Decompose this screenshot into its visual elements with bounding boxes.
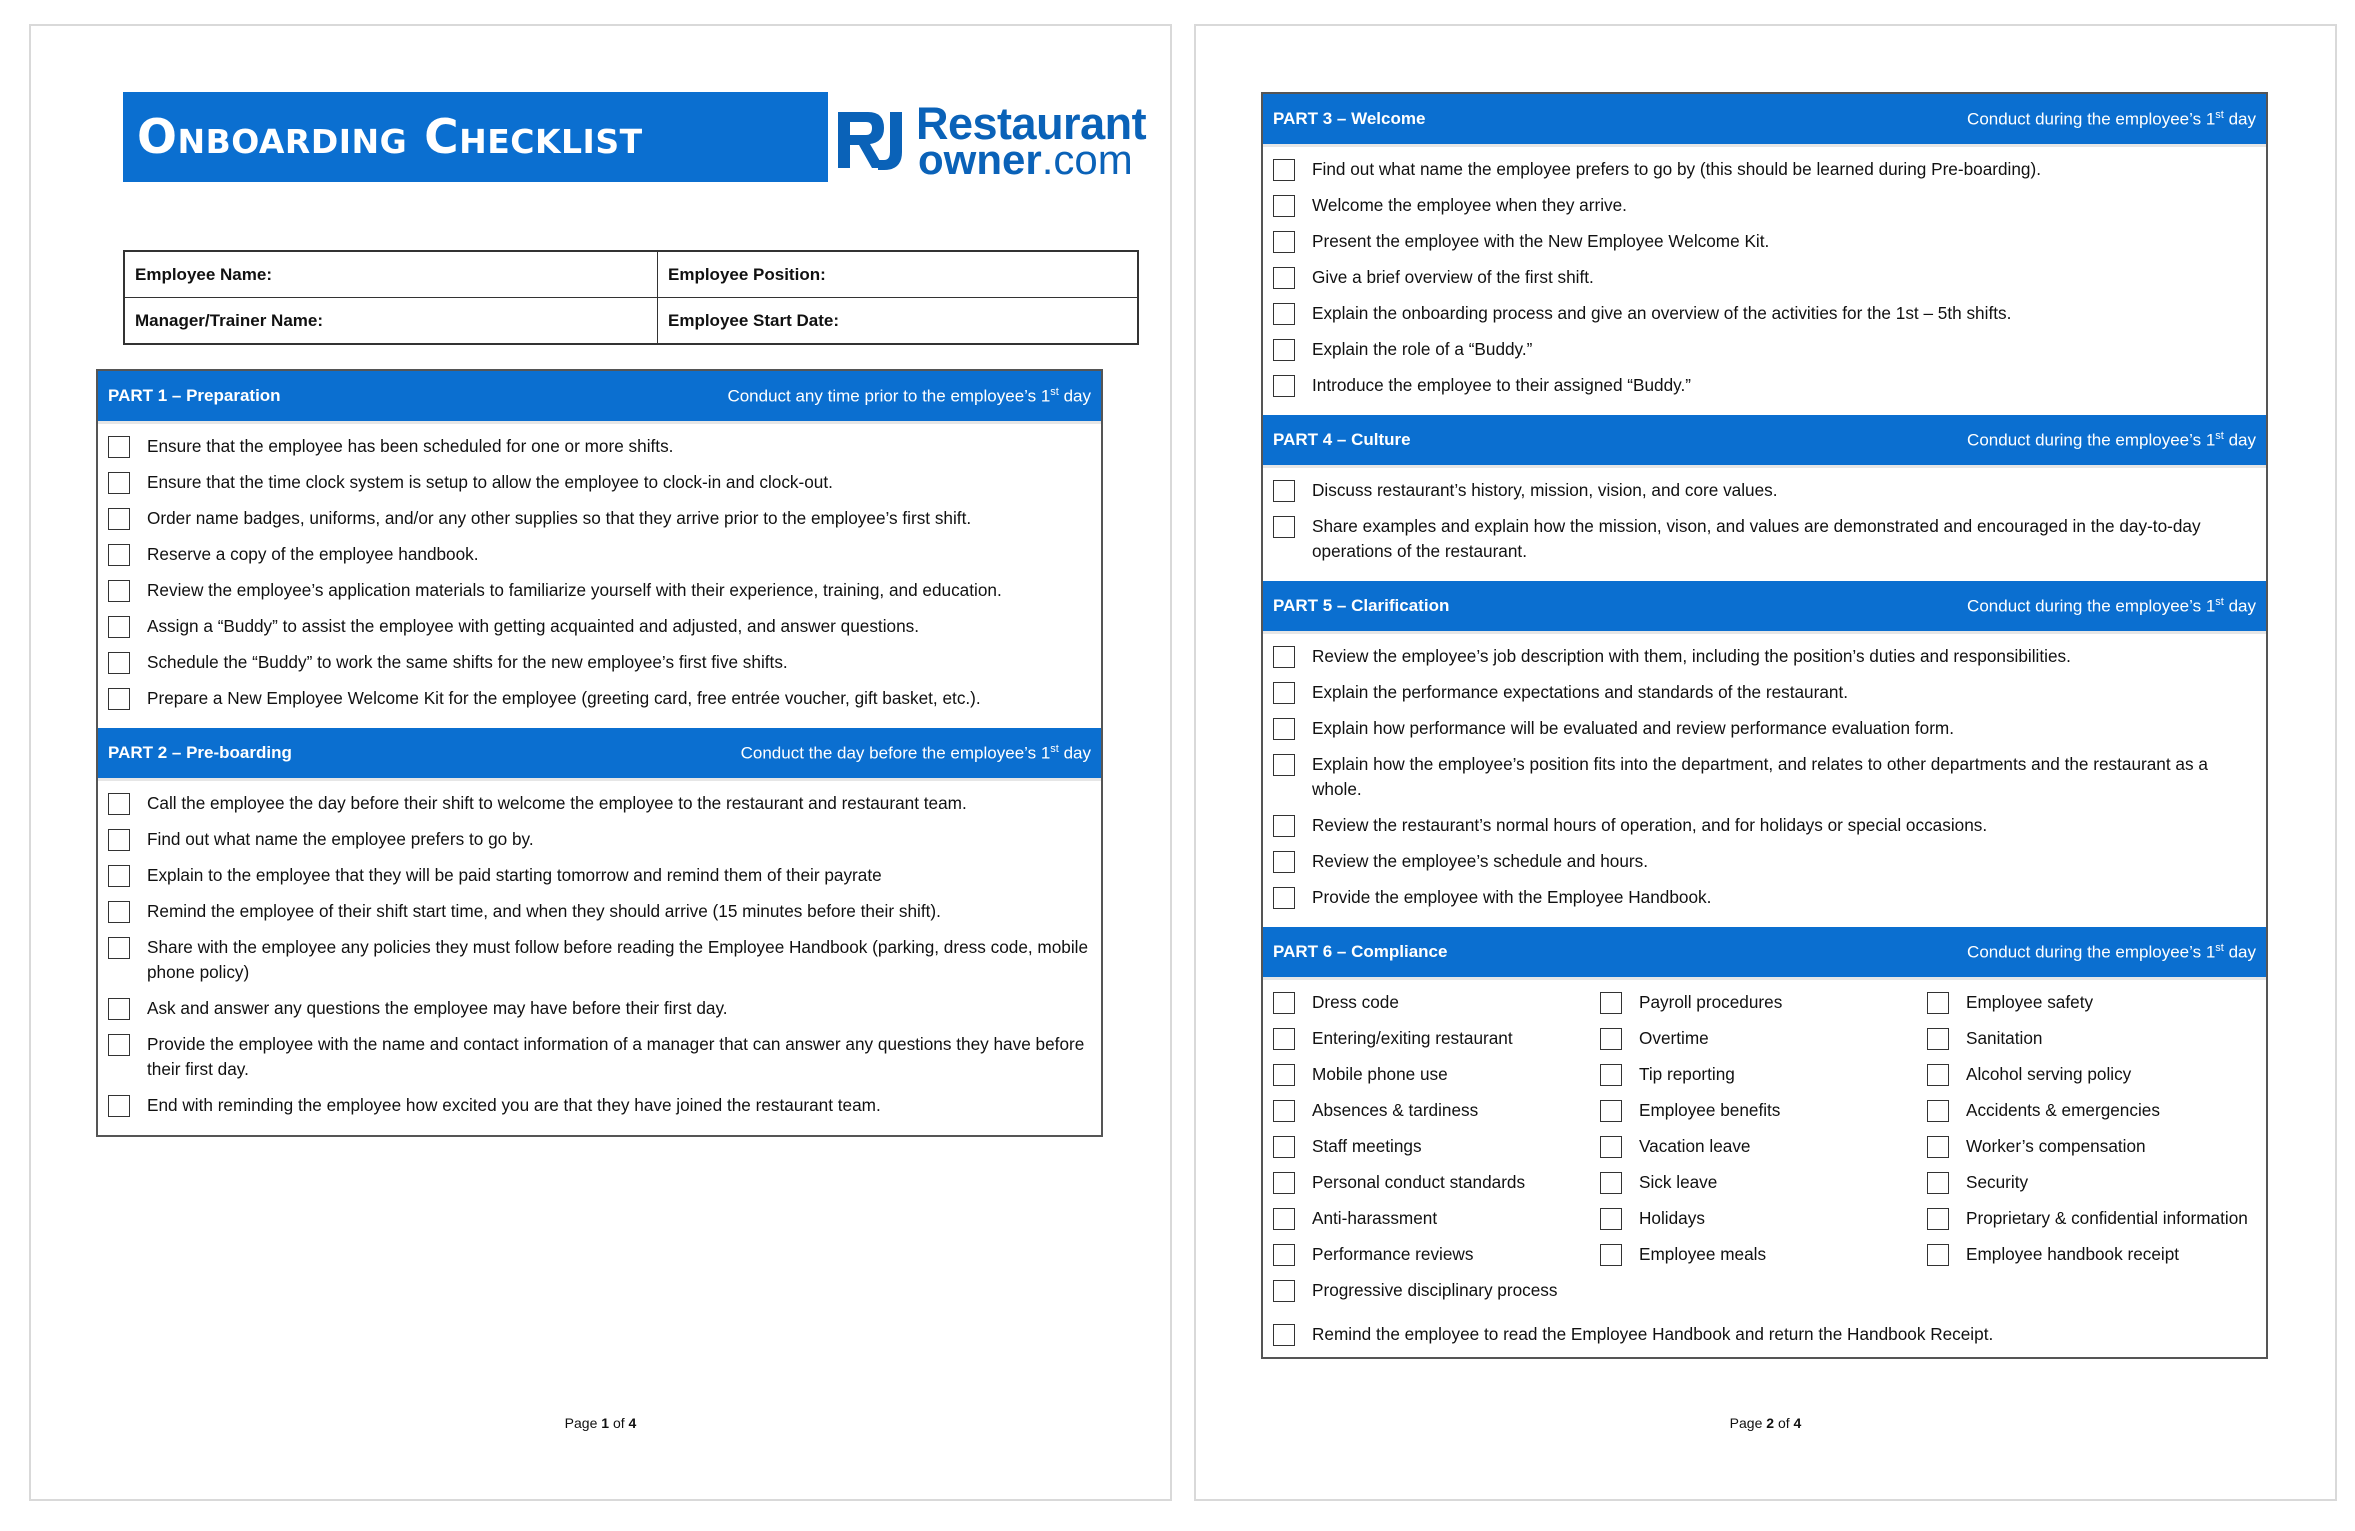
checklist-item [108,542,1089,567]
compliance-column [1273,990,1600,1314]
checkbox[interactable] [1273,375,1295,397]
item-text: Security [1966,1172,2029,1192]
checkbox[interactable] [1273,480,1295,502]
employee-position-field[interactable]: Employee Position: [668,265,826,284]
checklist-item [1600,1062,1927,1087]
item-text: Accidents & emergencies [1966,1100,2160,1120]
item-text: Provide the employee with the Employee Handbook. [1312,887,1712,907]
checklist-item [1273,337,2254,362]
section-title: PART 2 – Pre-boarding [108,743,292,762]
checklist-item [108,470,1089,495]
checkbox[interactable] [1273,992,1295,1014]
checkbox[interactable] [1600,1244,1622,1266]
checkbox[interactable] [1927,1136,1949,1158]
section-header-part-5 [1263,581,2266,634]
item-text: Share examples and explain how the mission, vison, and values are demonstrated and encouraged in the day-to-day operations of the restaurant. [1312,516,2201,561]
section-title: PART 3 – Welcome [1273,109,1426,128]
checklist-item [1927,1098,2254,1123]
page-title: Onboarding Checklist [137,109,643,165]
info-row [125,252,1137,298]
page-number: Page 2 of 4 [1729,1415,1802,1431]
checklist-item [1273,157,2254,182]
section-timing: Conduct during the employee’s 1st day [1967,429,2256,450]
section-title: PART 6 – Compliance [1273,942,1448,961]
checkbox[interactable] [1273,646,1295,668]
checklist-item [1927,1026,2254,1051]
checkbox[interactable] [1273,1028,1295,1050]
item-text: Prepare a New Employee Welcome Kit for the employee (greeting card, free entrée voucher, gift basket, etc.). [147,688,981,708]
item-text: Proprietary & confidential information [1966,1208,2248,1228]
document-page-2 [1194,24,2337,1501]
checkbox[interactable] [1273,1136,1295,1158]
checklist-item [1273,301,2254,326]
checkbox[interactable] [108,829,130,851]
part-1-items [98,424,1101,728]
checklist-item [108,863,1089,888]
checkbox[interactable] [1927,1100,1949,1122]
checklist-item [1273,680,2254,705]
item-text: Holidays [1639,1208,1705,1228]
item-text: Explain the performance expectations and standards of the restaurant. [1312,682,1849,702]
item-text: Discuss restaurant’s history, mission, vision, and core values. [1312,480,1778,500]
section-header-part-2 [98,728,1101,781]
checklist-item [1273,716,2254,741]
item-text: Find out what name the employee prefers to go by (this should be learned during Pre-boarding). [1312,159,2041,179]
checkbox[interactable] [108,1034,130,1056]
checklist-item [1927,1242,2254,1267]
checklist-item [108,686,1089,711]
checkbox[interactable] [108,580,130,602]
checkbox[interactable] [108,998,130,1020]
item-text: Review the employee’s job description with them, including the position’s duties and responsibilities. [1312,646,2071,666]
section-timing: Conduct during the employee’s 1st day [1967,941,2256,962]
section-title: PART 4 – Culture [1273,430,1411,449]
checklist-item [108,1032,1089,1082]
checklist-item [1927,1206,2254,1231]
checkbox[interactable] [1927,1172,1949,1194]
compliance-column [1927,990,2254,1314]
item-text: Ask and answer any questions the employee may have before their first day. [147,998,728,1018]
checkbox[interactable] [108,616,130,638]
checkbox[interactable] [1273,1172,1295,1194]
item-text: End with reminding the employee how excited you are that they have joined the restaurant team. [147,1095,881,1115]
item-text: Order name badges, uniforms, and/or any other supplies so that they arrive prior to the employee’s first shift. [147,508,972,528]
checklist-item [1600,1206,1927,1231]
checklist-item [1273,1206,1600,1231]
item-text: Share with the employee any policies they must follow before reading the Employee Handbook (parking, dress code, mobile phone policy) [147,937,1089,982]
checklist-item [1600,990,1927,1015]
checkbox[interactable] [1927,1244,1949,1266]
checkbox[interactable] [108,1095,130,1117]
checkbox[interactable] [108,436,130,458]
checkbox[interactable] [1600,1208,1622,1230]
logo-text-line1: Restaurant [916,98,1147,149]
ro-logo-icon [834,106,912,174]
item-text: Employee safety [1966,992,2094,1012]
item-text: Ensure that the employee has been scheduled for one or more shifts. [147,436,674,456]
item-text: Ensure that the time clock system is setup to allow the employee to clock-in and clock-out. [147,472,833,492]
checkbox[interactable] [1273,851,1295,873]
manager-name-field[interactable]: Manager/Trainer Name: [125,298,658,344]
checklist-item [108,899,1089,924]
title-banner [123,92,828,182]
item-text: Employee benefits [1639,1100,1781,1120]
checklist-item [1273,1242,1600,1267]
employee-info-table [123,250,1139,345]
checklist-item [1927,990,2254,1015]
section-header-part-3 [1263,94,2266,147]
item-text: Absences & tardiness [1312,1100,1479,1120]
item-text: Overtime [1639,1028,1709,1048]
checklist-item [108,650,1089,675]
checkbox[interactable] [1273,718,1295,740]
checklist-item [1273,644,2254,669]
checkbox[interactable] [1273,815,1295,837]
item-text: Progressive disciplinary process [1312,1280,1558,1300]
checkbox[interactable] [1600,1100,1622,1122]
section-timing: Conduct any time prior to the employee’s 1st day [727,385,1091,406]
checkbox[interactable] [1273,1324,1295,1346]
checkbox[interactable] [108,544,130,566]
checkbox[interactable] [1273,1280,1295,1302]
checkbox[interactable] [1273,1244,1295,1266]
section-timing: Conduct during the employee’s 1st day [1967,595,2256,616]
section-header-part-4 [1263,415,2266,468]
checklist-item [1600,1170,1927,1195]
item-text: Sanitation [1966,1028,2043,1048]
item-text: Explain how performance will be evaluated and review performance evaluation form. [1312,718,1955,738]
checklist-item [1273,265,2254,290]
part-5-items [1263,634,2266,927]
item-text: Review the employee’s schedule and hours. [1312,851,1648,871]
item-text: Performance reviews [1312,1244,1474,1264]
item-text: Personal conduct standards [1312,1172,1526,1192]
checklist-item [1273,229,2254,254]
checkbox[interactable] [1273,754,1295,776]
item-text: Schedule the “Buddy” to work the same shifts for the new employee’s first five shifts. [147,652,788,672]
item-text: Employee meals [1639,1244,1767,1264]
item-text: Present the employee with the New Employee Welcome Kit. [1312,231,1770,251]
item-text: Sick leave [1639,1172,1718,1192]
section-title: PART 1 – Preparation [108,386,281,405]
checkbox[interactable] [1600,992,1622,1014]
checkbox[interactable] [1273,303,1295,325]
checkbox[interactable] [108,508,130,530]
item-text: Review the employee’s application materials to familiarize yourself with their experience, training, and education. [147,580,1002,600]
part-2-items [98,781,1101,1135]
checklist-part-3-6 [1261,92,2268,1359]
info-row [125,298,1137,344]
checkbox[interactable] [108,472,130,494]
item-text: Anti-harassment [1312,1208,1438,1228]
checklist-item [1273,1170,1600,1195]
item-text: Vacation leave [1639,1136,1751,1156]
item-text: Staff meetings [1312,1136,1422,1156]
checklist-item [1273,1322,2254,1347]
item-text: Give a brief overview of the first shift. [1312,267,1594,287]
checklist-item [108,827,1089,852]
item-text: Tip reporting [1639,1064,1735,1084]
document-page-1 [29,24,1172,1501]
checklist-item [108,1093,1089,1118]
section-header-part-1 [98,371,1101,424]
logo-text-line2: owner.com [918,136,1133,183]
section-header-part-6 [1263,927,2266,980]
checklist-part-1-2 [96,369,1103,1137]
checkbox[interactable] [108,688,130,710]
part-3-items [1263,147,2266,415]
checklist-item [1600,1134,1927,1159]
checklist-item [1273,990,1600,1015]
checklist-item [108,434,1089,459]
checkbox[interactable] [108,937,130,959]
checkbox[interactable] [108,901,130,923]
checklist-item [1273,193,2254,218]
checkbox[interactable] [1273,1208,1295,1230]
checklist-item [1600,1098,1927,1123]
item-text: Explain the onboarding process and give an overview of the activities for the 1st – 5th shifts. [1312,303,2012,323]
item-text: Alcohol serving policy [1966,1064,2132,1084]
item-text: Introduce the employee to their assigned “Buddy.” [1312,375,1691,395]
checkbox[interactable] [1273,159,1295,181]
checkbox[interactable] [1273,887,1295,909]
item-text: Entering/exiting restaurant [1312,1028,1513,1048]
item-text: Explain to the employee that they will be paid starting tomorrow and remind them of their payrate [147,865,882,885]
item-text: Provide the employee with the name and contact information of a manager that can answer any questions they have before their first day. [147,1034,1085,1079]
checklist-item [1273,885,2254,910]
checkbox[interactable] [1273,1100,1295,1122]
item-text: Remind the employee to read the Employee Handbook and return the Handbook Receipt. [1312,1324,1994,1344]
checkbox[interactable] [1273,682,1295,704]
checklist-item [1273,849,2254,874]
checkbox[interactable] [1273,1064,1295,1086]
checkbox[interactable] [1600,1028,1622,1050]
item-text: Payroll procedures [1639,992,1783,1012]
checklist-item [1273,1278,1600,1303]
checklist-item [1600,1026,1927,1051]
checklist-item [1927,1062,2254,1087]
checkbox[interactable] [1600,1064,1622,1086]
checklist-item [1273,1026,1600,1051]
restaurant-owner-logo [834,98,1147,183]
part-6-final [1263,1322,2266,1357]
item-text: Welcome the employee when they arrive. [1312,195,1627,215]
section-timing: Conduct during the employee’s 1st day [1967,108,2256,129]
item-text: Reserve a copy of the employee handbook. [147,544,479,564]
checklist-item [1927,1134,2254,1159]
part-4-items [1263,468,2266,581]
checkbox[interactable] [1273,267,1295,289]
checklist-item [1927,1170,2254,1195]
employee-name-field[interactable]: Employee Name: [125,252,658,297]
item-text: Dress code [1312,992,1399,1012]
item-text: Assign a “Buddy” to assist the employee with getting acquainted and adjusted, and answer questions. [147,616,920,636]
item-text: Employee handbook receipt [1966,1244,2180,1264]
checklist-item [108,578,1089,603]
checkbox[interactable] [1273,516,1295,538]
checkbox[interactable] [108,652,130,674]
section-timing: Conduct the day before the employee’s 1st day [740,742,1091,763]
checklist-item [1273,1134,1600,1159]
checkbox[interactable] [1273,339,1295,361]
checklist-item [108,996,1089,1021]
item-text: Review the restaurant’s normal hours of operation, and for holidays or special occasions. [1312,815,1988,835]
item-text: Find out what name the employee prefers to go by. [147,829,534,849]
checklist-item [108,935,1089,985]
item-text: Worker’s compensation [1966,1136,2146,1156]
section-title: PART 5 – Clarification [1273,596,1450,615]
item-text: Explain the role of a “Buddy.” [1312,339,1533,359]
checkbox[interactable] [108,865,130,887]
checklist-item [1273,514,2254,564]
checkbox[interactable] [1927,992,1949,1014]
checkbox[interactable] [1273,231,1295,253]
checkbox[interactable] [108,793,130,815]
page-number: Page 1 of 4 [564,1415,637,1431]
part-6-grid [1263,980,2266,1314]
checklist-item [1273,373,2254,398]
item-text: Explain how the employee’s position fits into the department, and relates to other departments and the restaurant as a whole. [1312,754,2208,799]
item-text: Mobile phone use [1312,1064,1448,1084]
checklist-item [108,506,1089,531]
start-date-field[interactable]: Employee Start Date: [668,311,839,330]
checkbox[interactable] [1273,195,1295,217]
checklist-item [1273,1098,1600,1123]
checkbox[interactable] [1927,1064,1949,1086]
compliance-column [1600,990,1927,1314]
item-text: Remind the employee of their shift start time, and when they should arrive (15 minutes before their shift). [147,901,941,921]
checkbox[interactable] [1600,1172,1622,1194]
checklist-item [1273,478,2254,503]
checklist-item [1600,1242,1927,1267]
checkbox[interactable] [1927,1208,1949,1230]
checkbox[interactable] [1600,1136,1622,1158]
checklist-item [1273,752,2254,802]
checklist-item [1273,813,2254,838]
item-text: Call the employee the day before their shift to welcome the employee to the restaurant and restaurant team. [147,793,967,813]
checklist-item [108,791,1089,816]
checkbox[interactable] [1927,1028,1949,1050]
checklist-item [108,614,1089,639]
checklist-item [1273,1062,1600,1087]
